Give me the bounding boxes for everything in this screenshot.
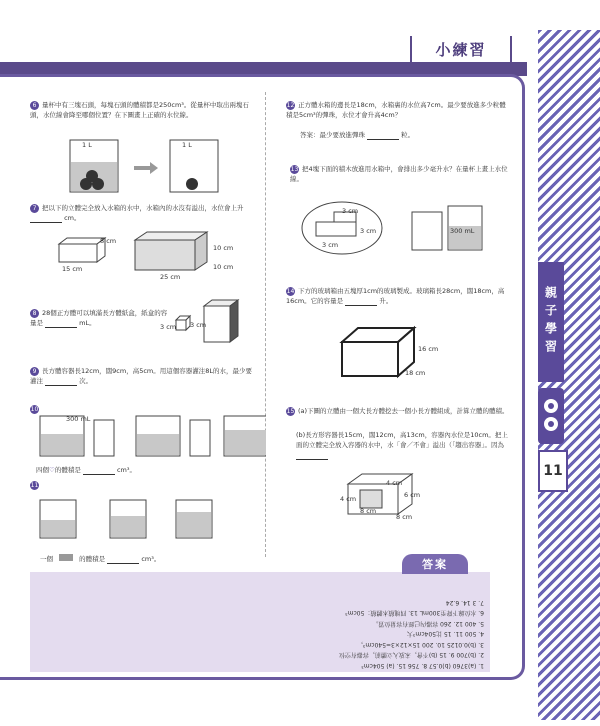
block-icon — [59, 554, 73, 561]
answer-row: 2. (b)700 9. 15 (b)不會，未放入立體前，容器有空位 — [338, 651, 484, 659]
question-11-answer — [40, 554, 160, 564]
answer-blank[interactable] — [296, 453, 328, 460]
answer-row: 1. (a)3760 (b)0.57 8. 756 15. (a) 504cm³ — [361, 662, 484, 669]
question-15b — [296, 430, 512, 460]
question-text: 量杯中有三塊石頭，每塊石頭的體積都是250cm³。從量杯中取出兩塊石頭，水位線會降至哪個位置？在下圖畫上正確的水位線。 — [30, 101, 249, 119]
q15-dim-2: 4 cm — [386, 479, 403, 487]
question-text: 28個正方體可以填滿長方體紙盒，紙盒的容量是 — [30, 309, 168, 327]
q15-dim-3: 8 cm — [360, 507, 377, 515]
answer-blank[interactable] — [83, 468, 115, 475]
text: 四個 — [36, 466, 49, 474]
answer-row: 5. 400 12. 260 容器內已經有容量位置。 — [372, 620, 484, 627]
q7-dim-5: 25 cm — [160, 273, 181, 281]
question-10-answer: 四個♡的體積是 cm³。 — [36, 466, 136, 474]
question-7 — [30, 203, 258, 223]
question-number: 6 — [30, 101, 39, 110]
answer-blank[interactable] — [45, 379, 77, 386]
q6-label-1: 1 L — [82, 141, 92, 149]
text: 的體積是 — [79, 555, 106, 563]
question-number: 14 — [286, 288, 295, 295]
q15-dim-4: 4 cm — [340, 495, 357, 503]
answer-blank[interactable] — [30, 216, 62, 223]
answer-blank[interactable] — [367, 133, 399, 140]
answers-list — [36, 578, 484, 670]
answers-heading: 答案 — [402, 554, 468, 574]
answer-row: 7. 3 14. 6.24 — [445, 599, 484, 606]
unit-label: cm³。 — [141, 555, 161, 563]
question-text: 把4塊下面的積木放進用水箱中，會排出多少毫升水？在量杯上畫上水位線。 — [290, 165, 508, 183]
question-number: 7 — [30, 204, 39, 213]
question-number: 12 — [286, 102, 295, 109]
q14-dim-1: 16 cm — [418, 345, 439, 353]
q15-dim-5: 8 cm — [396, 513, 413, 521]
unit-label: cm³。 — [116, 466, 136, 474]
page-title: 小練習 — [410, 36, 512, 62]
text: 答案：最少要放進彈珠 — [300, 131, 365, 139]
question-15 — [286, 406, 512, 416]
answer-blank[interactable] — [45, 321, 77, 328]
text: 的體積是 — [54, 466, 81, 474]
question-14 — [286, 286, 512, 306]
q15-dim-1: 6 cm — [404, 491, 421, 499]
answer-row: 4. 500 11. 15 比504cm³大 — [407, 630, 484, 638]
unit-label: 粒。 — [401, 131, 415, 139]
text: 一個 — [40, 555, 53, 563]
question-12 — [286, 100, 512, 120]
question-text: (b)長方形容器長15cm，闊12cm，高13cm，容器內水位是10cm。把上面的立體完全放入容器的水中，水「會／不會」溢出（「趨出容器」。因為 — [296, 431, 508, 449]
sidebar-tab: 親子學習 — [538, 262, 564, 382]
question-12-answer — [300, 130, 414, 140]
answer-row: 6. 水位線下降至300mL 13. 四塊積木體積：50cm³ — [345, 609, 484, 617]
answer-blank[interactable] — [107, 557, 139, 564]
question-number: 13 — [290, 166, 299, 173]
q14-dim-2: 18 cm — [405, 369, 426, 377]
q7-dim-3: 15 cm — [62, 265, 83, 273]
q13-dim-3: 3 cm — [322, 241, 339, 249]
question-text: 把以下的立體完全放入水箱的水中，水箱內的水沒有溢出，水位會上升 — [42, 204, 244, 212]
question-number: 9 — [30, 367, 39, 376]
q13-dim-2: 3 cm — [360, 227, 377, 235]
question-text: (a)下圖的立體由一個大長方體挖去一個小長方體組成，計算立體的體積。 — [298, 407, 509, 415]
question-text: 正方體水箱的邊長是18cm，水箱裏的水位高7cm。最少要放進多少粒體積是5cm³的彈珠，水位才會升高4cm？ — [286, 101, 506, 119]
q13-dim-4: 300 mL — [450, 227, 475, 235]
q13-dim-1: 3 cm — [342, 207, 359, 215]
question-number: 15 — [286, 408, 295, 415]
question-text: 下方的玻璃箱由五塊厚1cm的玻璃製成。玻璃箱長28cm，闊18cm，高16cm。它的容量是 — [286, 287, 505, 305]
question-13 — [290, 164, 512, 184]
q6-label-2: 1 L — [182, 141, 192, 149]
sidebar-logo-icon — [538, 388, 564, 444]
unit-label: cm。 — [64, 214, 81, 222]
unit-label: 次。 — [79, 377, 93, 385]
q7-dim-1: 8 cm — [100, 237, 117, 245]
question-number: 11 — [30, 482, 39, 489]
question-6 — [30, 100, 258, 120]
q7-dim-4: 10 cm — [213, 263, 234, 271]
page-number: 11 — [538, 450, 568, 492]
question-8 — [30, 308, 170, 328]
q7-dim-2: 10 cm — [213, 244, 234, 252]
q8-dim-1: 3 cm — [160, 323, 177, 331]
q10-label: 300 mL — [66, 415, 91, 423]
question-9 — [30, 366, 258, 386]
q11-figure — [36, 496, 266, 542]
question-number: 10 — [30, 406, 39, 413]
question-text: 長方體容器長12cm，闊9cm，高5cm。用這個容器灌注8L的水，最少要灌注 — [30, 367, 253, 385]
unit-label: 升。 — [379, 297, 393, 305]
unit-label: mL。 — [79, 319, 96, 327]
question-number: 8 — [30, 309, 39, 318]
q8-dim-2: 3 cm — [190, 321, 207, 329]
column-divider — [265, 92, 266, 557]
answer-row: 3. (b)0.0125 10. 200 15×12×3=540cm³， — [356, 641, 484, 648]
answer-blank[interactable] — [345, 299, 377, 306]
question-11 — [30, 480, 42, 490]
